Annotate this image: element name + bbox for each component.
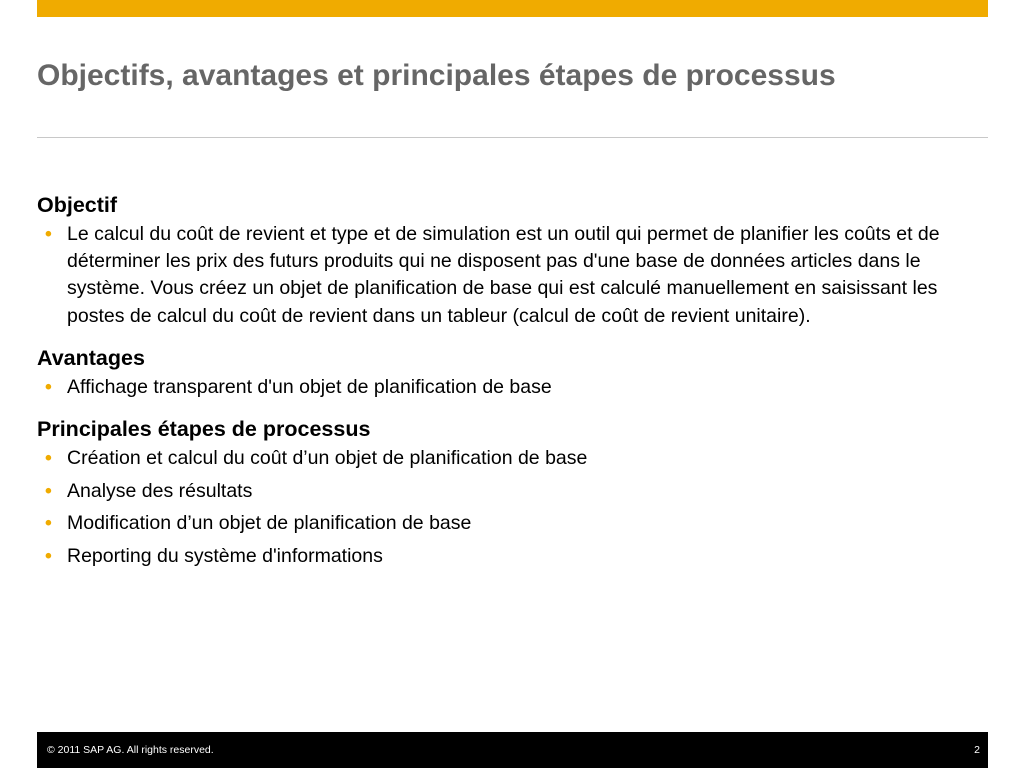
bullet-text: Reporting du système d'informations (67, 545, 383, 568)
section-objectif (37, 190, 988, 330)
bullet-icon: • (45, 479, 52, 502)
section-avantages (37, 343, 988, 401)
bullet-list (37, 221, 988, 330)
slide-content (37, 190, 988, 576)
list-item (37, 374, 988, 401)
bullet-icon: • (45, 375, 52, 398)
bullet-text: Modification d’un objet de planification de base (67, 512, 472, 535)
copyright-notice: © 2011 SAP AG. All rights reserved. (47, 744, 214, 756)
bullet-icon: • (45, 223, 52, 245)
section-principales-etapes (37, 414, 988, 570)
bullet-icon: • (45, 545, 52, 568)
section-heading: Principales étapes de processus (37, 417, 371, 442)
footer-bar (37, 732, 988, 768)
section-heading: Avantages (37, 345, 145, 370)
bullet-icon: • (45, 512, 52, 535)
section-heading: Objectif (37, 193, 118, 217)
bullet-list (37, 445, 988, 570)
bullet-icon: • (45, 447, 52, 470)
title-divider (37, 137, 988, 138)
list-item (37, 445, 988, 472)
page-number: 2 (974, 744, 980, 756)
slide-title: Objectifs, avantages et principales étapes de processus (37, 59, 836, 92)
bullet-text: Le calcul du coût de revient et type et de simulation est un outil qui permet de planifier les coûts et de déterminer les prix des futurs produits qui ne disposent pas d'une base de données articles dans le système. Vous créez un objet de planification de base qui est calculé manuellement en saisissant les postes de calcul du coût de revient dans un tableur (calcul de coût de revient unitaire). (67, 223, 940, 327)
top-accent-bar (37, 0, 988, 17)
bullet-text: Création et calcul du coût d’un objet de planification de base (67, 447, 588, 470)
list-item (37, 478, 988, 505)
list-item (37, 221, 988, 330)
list-item (37, 543, 988, 570)
bullet-text: Analyse des résultats (67, 479, 253, 502)
list-item (37, 510, 988, 537)
bullet-list (37, 374, 988, 401)
bullet-text: Affichage transparent d'un objet de planification de base (67, 375, 552, 398)
